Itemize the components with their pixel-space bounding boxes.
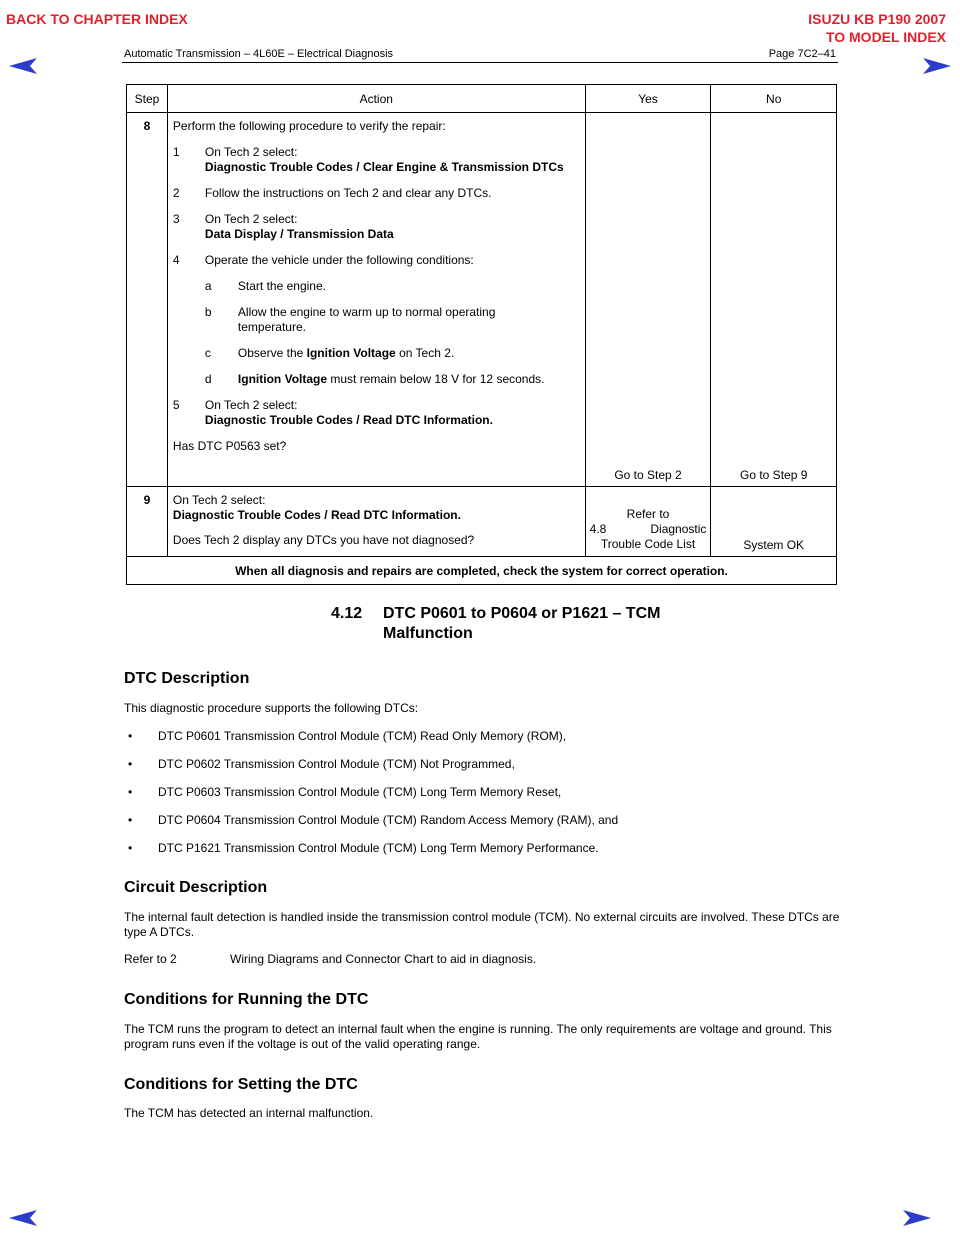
list-item bbox=[173, 145, 581, 175]
sub-item-letter: b bbox=[204, 305, 212, 319]
yes-result: Go to Step 2 bbox=[614, 468, 682, 482]
no-cell bbox=[711, 487, 837, 557]
setting-conditions-heading: Conditions for Setting the DTC bbox=[124, 1076, 358, 1093]
item-text: On Tech 2 select: bbox=[172, 493, 266, 507]
table-footer-row bbox=[127, 557, 837, 585]
list-item bbox=[124, 785, 561, 799]
bullet-icon: • bbox=[128, 729, 133, 743]
no-result: System OK bbox=[743, 538, 805, 552]
bullet-text: DTC P0602 Transmission Control Module (TCM) Not Programmed, bbox=[158, 757, 515, 771]
refer-section: Refer to 2 bbox=[124, 952, 177, 966]
sub-list-item bbox=[173, 346, 581, 361]
header-no: No bbox=[711, 85, 837, 113]
footer-note: When all diagnosis and repairs are completed, check the system for correct operation. bbox=[127, 557, 837, 585]
item-number: 5 bbox=[172, 398, 180, 412]
bullet-icon: • bbox=[128, 813, 133, 827]
next-page-arrow-bottom-icon[interactable] bbox=[902, 1208, 932, 1228]
dtc-description-heading: DTC Description bbox=[124, 670, 250, 687]
action-question: Does Tech 2 display any DTCs you have not diagnosed? bbox=[172, 533, 475, 547]
item-number: 4 bbox=[172, 253, 180, 267]
sub-item-bold: Ignition Voltage bbox=[237, 372, 328, 386]
no-result: Go to Step 9 bbox=[740, 468, 808, 482]
bullet-text: DTC P0601 Transmission Control Module (TCM) Read Only Memory (ROM), bbox=[158, 729, 567, 743]
table-header-row bbox=[127, 85, 837, 113]
previous-page-arrow-bottom-icon[interactable] bbox=[8, 1208, 38, 1228]
section-ref-number: 4.8 bbox=[589, 522, 607, 536]
item-text: On Tech 2 select: bbox=[204, 145, 298, 159]
previous-page-arrow-icon[interactable] bbox=[8, 56, 38, 76]
no-cell bbox=[711, 113, 837, 487]
item-text: On Tech 2 select: bbox=[204, 212, 298, 226]
item-number: 3 bbox=[172, 212, 180, 226]
sub-item-text: Allow the engine to warm up to normal operating temperature. bbox=[237, 305, 496, 334]
list-item bbox=[124, 729, 566, 743]
bullet-text: DTC P1621 Transmission Control Module (TCM) Long Term Memory Performance. bbox=[158, 841, 599, 855]
sub-list-item bbox=[173, 279, 581, 294]
back-to-chapter-index-link[interactable]: BACK TO CHAPTER INDEX bbox=[6, 11, 188, 27]
circuit-description-text: The internal fault detection is handled inside the transmission control module (TCM). No external circuits are involved. These DTCs are type A DTCs. bbox=[124, 910, 840, 939]
sub-item-letter: d bbox=[204, 372, 212, 386]
yes-cell bbox=[585, 113, 711, 487]
list-item bbox=[124, 841, 599, 855]
header-yes: Yes bbox=[585, 85, 711, 113]
table-row-step-8 bbox=[127, 113, 837, 487]
section-heading bbox=[331, 604, 660, 644]
list-item bbox=[124, 757, 515, 771]
page-number: Page 7C2–41 bbox=[768, 48, 836, 60]
step-number: 8 bbox=[127, 113, 168, 487]
bullet-icon: • bbox=[128, 757, 133, 771]
list-item bbox=[173, 253, 581, 268]
diagnostic-table bbox=[126, 84, 837, 585]
bullet-icon: • bbox=[128, 841, 133, 855]
section-number: 4.12 bbox=[331, 605, 363, 622]
sub-item-text: Start the engine. bbox=[237, 279, 326, 293]
circuit-description-heading: Circuit Description bbox=[124, 879, 268, 896]
to-model-index-link[interactable]: TO MODEL INDEX bbox=[825, 29, 946, 45]
header-action: Action bbox=[167, 85, 585, 113]
item-text: Operate the vehicle under the following conditions: bbox=[204, 253, 474, 267]
yes-cell bbox=[585, 487, 711, 557]
running-conditions-text: The TCM runs the program to detect an internal fault when the engine is running. The only requirements are voltage and ground. This program runs even if the voltage is out of the valid operating range. bbox=[124, 1022, 832, 1051]
list-item bbox=[124, 813, 618, 827]
page-header-title: Automatic Transmission – 4L60E – Electrical Diagnosis bbox=[124, 48, 394, 60]
setting-conditions-text: The TCM has detected an internal malfunction. bbox=[124, 1106, 374, 1120]
bullet-text: DTC P0604 Transmission Control Module (TCM) Random Access Memory (RAM), and bbox=[158, 813, 619, 827]
list-item bbox=[173, 398, 581, 428]
action-intro: Perform the following procedure to verify the repair: bbox=[172, 119, 446, 133]
item-menu-path: Diagnostic Trouble Codes / Clear Engine & Transmission DTCs bbox=[204, 160, 564, 174]
list-item bbox=[173, 212, 581, 242]
circuit-refer-text bbox=[124, 952, 844, 967]
item-text: Follow the instructions on Tech 2 and clear any DTCs. bbox=[204, 186, 492, 200]
action-cell bbox=[167, 113, 585, 487]
dtc-description-intro: This diagnostic procedure supports the following DTCs: bbox=[124, 701, 419, 715]
item-number: 1 bbox=[172, 145, 180, 159]
sub-item-text: Observe the bbox=[237, 346, 307, 360]
running-conditions-heading: Conditions for Running the DTC bbox=[124, 991, 369, 1008]
yes-result-line: Trouble Code List bbox=[600, 537, 696, 551]
item-menu-path: Diagnostic Trouble Codes / Read DTC Information. bbox=[204, 413, 493, 427]
section-title: DTC P0601 to P0604 or P1621 – TCM bbox=[383, 605, 661, 622]
sub-item-letter: a bbox=[204, 279, 212, 293]
yes-result-line bbox=[586, 522, 711, 537]
bullet-text: DTC P0603 Transmission Control Module (TCM) Long Term Memory Reset, bbox=[158, 785, 562, 799]
action-instruction bbox=[173, 493, 581, 523]
action-cell bbox=[167, 487, 585, 557]
sub-item-text: on Tech 2. bbox=[395, 346, 455, 360]
list-item bbox=[173, 186, 581, 201]
item-menu-path: Diagnostic Trouble Codes / Read DTC Information. bbox=[172, 508, 461, 522]
section-ref-text: Diagnostic bbox=[650, 522, 707, 536]
bullet-icon: • bbox=[128, 785, 133, 799]
item-text: On Tech 2 select: bbox=[204, 398, 298, 412]
sub-list-item bbox=[173, 372, 581, 387]
step-number: 9 bbox=[127, 487, 168, 557]
item-number: 2 bbox=[172, 186, 180, 200]
action-question: Has DTC P0563 set? bbox=[172, 439, 287, 453]
refer-text: Wiring Diagrams and Connector Chart to aid in diagnosis. bbox=[230, 952, 537, 966]
next-page-arrow-icon[interactable] bbox=[922, 56, 952, 76]
sub-item-bold: Ignition Voltage bbox=[306, 346, 396, 360]
table-row-step-9 bbox=[127, 487, 837, 557]
header-divider bbox=[122, 62, 838, 63]
header-step: Step bbox=[127, 85, 168, 113]
model-title-link[interactable]: ISUZU KB P190 2007 bbox=[808, 11, 946, 27]
yes-result-line: Refer to bbox=[626, 507, 670, 521]
item-menu-path: Data Display / Transmission Data bbox=[204, 227, 394, 241]
sub-item-letter: c bbox=[204, 346, 211, 360]
sub-item-text: must remain below 18 V for 12 seconds. bbox=[327, 372, 545, 386]
sub-list-item bbox=[173, 305, 581, 335]
section-title-continued: Malfunction bbox=[383, 625, 473, 642]
